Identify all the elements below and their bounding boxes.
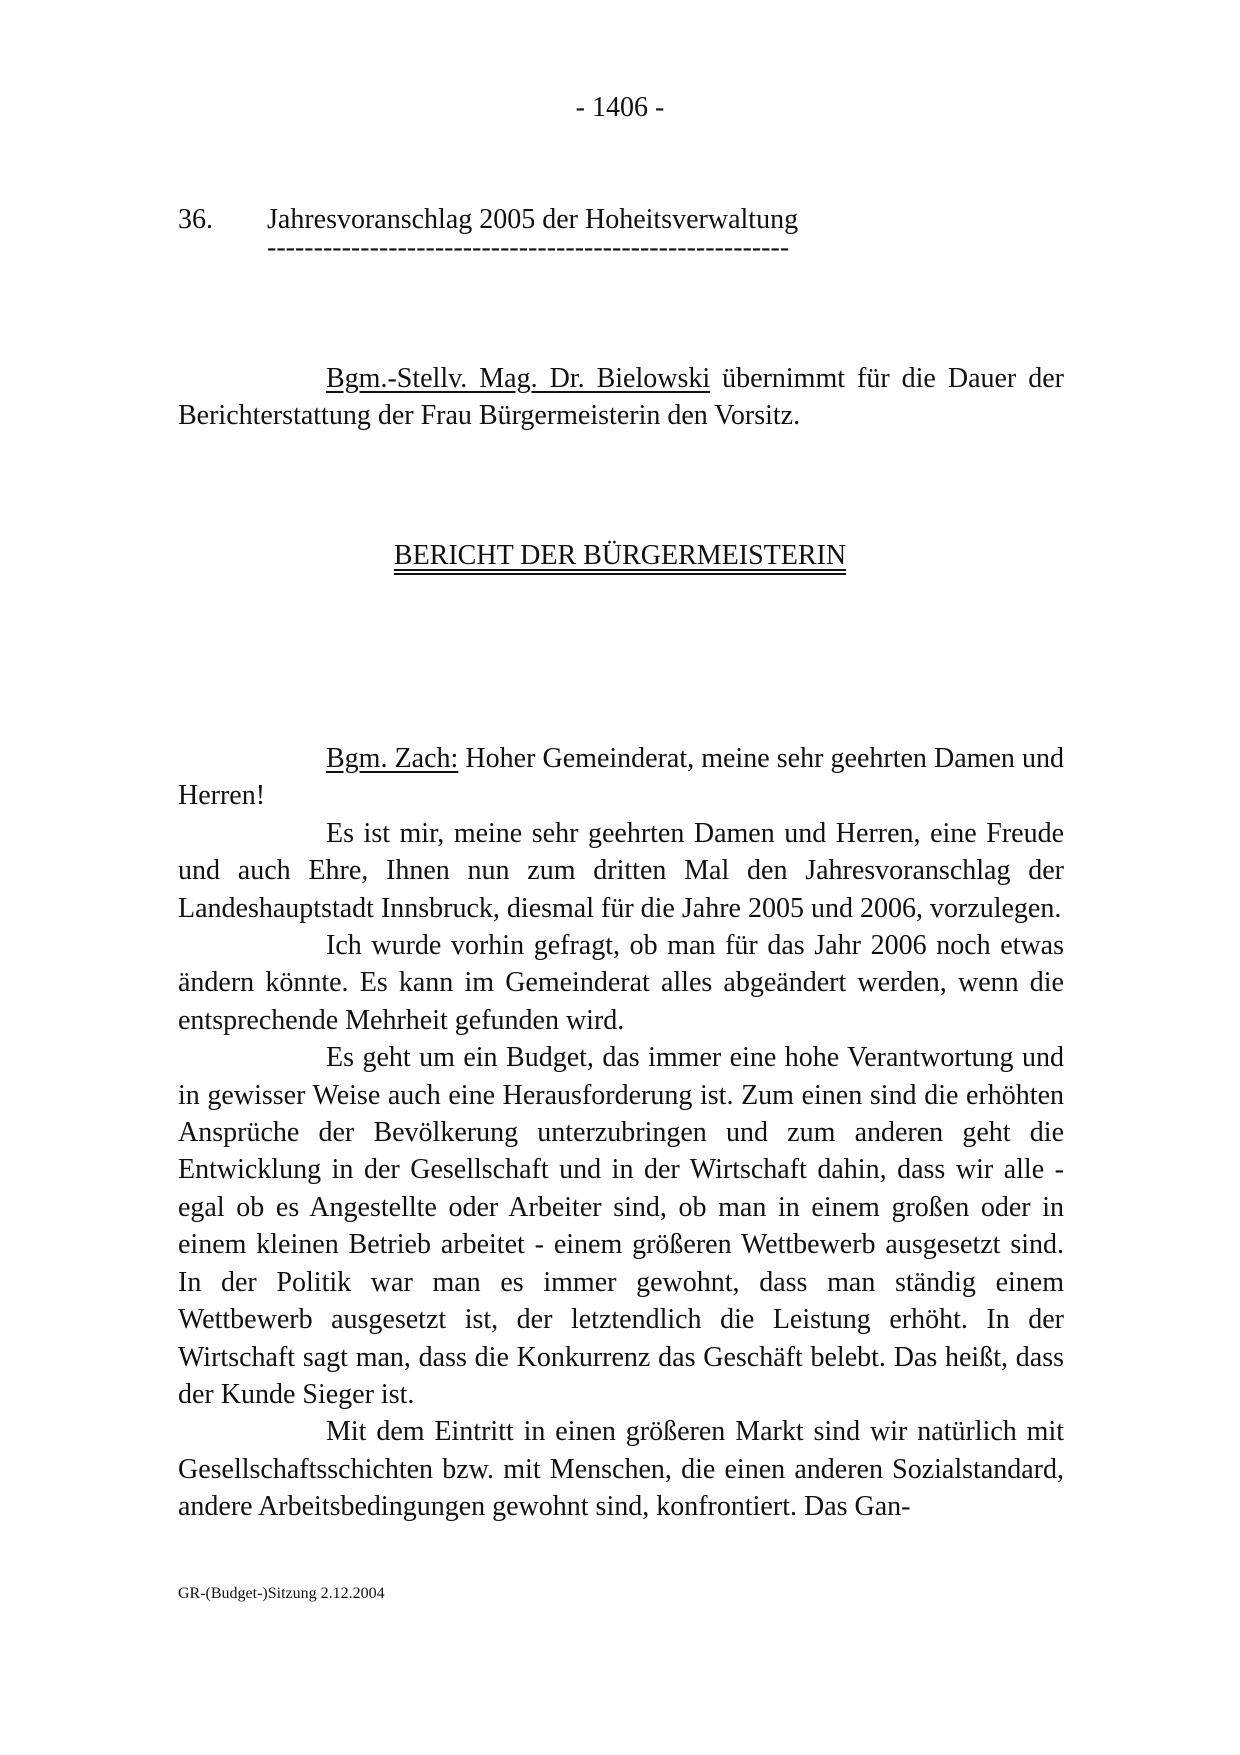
section-title xyxy=(0,540,1240,572)
speech-speaker-name: Bgm. Zach: xyxy=(326,743,459,774)
agenda-item-dashed-rule: -------------------------------------------------------- xyxy=(267,232,790,263)
speech-opening-text: Hoher Gemeinderat, meine sehr geehrten Damen und Herren! xyxy=(178,743,1064,812)
chair-handover-text: übernimmt für die Dauer der Berichterstattung der Frau Bürgermeisterin den Vorsitz. xyxy=(178,363,1064,432)
agenda-item-number: 36. xyxy=(178,204,213,235)
speech-paragraph: Es ist mir, meine sehr geehrten Damen und Herren, eine Freude und auch Ehre, Ihnen nun zum dritten Mal den Jahresvoranschlag der Landeshauptstadt Innsbruck, diesmal für die Jahre 2005 und 2006, vorzulegen. xyxy=(178,817,1064,924)
speech-opening-paragraph xyxy=(178,740,1064,815)
page-number: - 1406 - xyxy=(575,92,665,123)
page-footer: GR-(Budget-)Sitzung 2.12.2004 xyxy=(178,1585,385,1602)
agenda-item-title: Jahresvoranschlag 2005 der Hoheitsverwaltung xyxy=(267,204,799,235)
speech-paragraph: Mit dem Eintritt in einen größeren Markt sind wir natürlich mit Gesellschaftsschichten bzw. mit Menschen, die einen anderen Sozialstandard, andere Arbeitsbedingungen gewohnt sind, konfrontiert. Das Gan- xyxy=(178,1416,1064,1523)
speech-body xyxy=(178,740,1064,1526)
speech-paragraph: Ich wurde vorhin gefragt, ob man für das Jahr 2006 noch etwas ändern könnte. Es kann im Gemeinderat alles abgeändert werden, wenn die entsprechende Mehrheit gefunden wird. xyxy=(178,930,1064,1036)
chair-handover-paragraph xyxy=(178,360,1064,435)
chair-speaker-name: Bgm.-Stellv. Mag. Dr. Bielowski xyxy=(326,363,711,394)
section-title-text: BERICHT DER BÜRGERMEISTERIN xyxy=(393,540,847,571)
speech-paragraph: Es geht um ein Budget, das immer eine hohe Verantwortung und in gewisser Weise auch eine Herausforderung ist. Zum einen sind die erhöhten Ansprüche der Bevölkerung unterzubringen und zum anderen geht die Entwicklung in der Gesellschaft und in der Wirtschaft dahin, dass wir alle - egal ob es Angestellte oder Arbeiter sind, ob man in einem großen oder in einem kleinen Betrieb arbeitet - einem größeren Wettbewerb ausgesetzt sind. In der Politik war man es immer gewohnt, dass man ständig einem Wettbewerb ausgesetzt ist, der letztendlich die Leistung erhöht. In der Wirtschaft sagt man, dass die Konkurrenz das Geschäft belebt. Das heißt, dass der Kunde Sieger ist. xyxy=(178,1042,1064,1410)
